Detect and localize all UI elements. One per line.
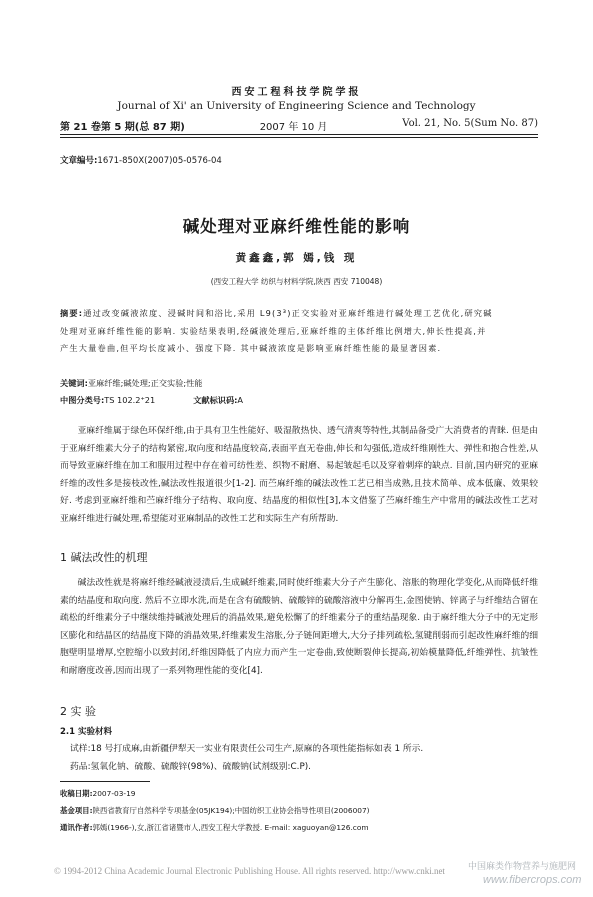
keywords-label: 关键词:	[60, 378, 88, 388]
author-bio-text: 郭嫣(1966-),女,浙江省诸暨市人,西安工程大学教授. E-mail: xaguoyan@126.com	[92, 823, 369, 832]
fund-text: 陕西省教育厅自然科学专项基金(05JK194);中国纺织工业协会指导性项目(2006007)	[92, 806, 370, 815]
journal-title-en: Journal of Xi' an University of Engineering Science and Technology	[117, 100, 476, 112]
subsection-heading-2-1: 2.1 实验材料	[60, 727, 113, 737]
abstract	[60, 305, 495, 358]
footnotes	[60, 785, 370, 836]
received-label: 收稿日期:	[60, 789, 93, 798]
keywords-text: 亚麻纤维;碱处理;正交实验;性能	[87, 378, 203, 388]
fund-label: 基金项目:	[60, 806, 93, 815]
material-sample: 试样:18 号打成麻,由新疆伊犁天一实业有限责任公司生产,原麻的各项性能指标如表 1 所示.	[70, 744, 424, 754]
article-number-value: 1671-850X(2007)05-0576-04	[97, 156, 222, 166]
header-rule-thick	[60, 134, 538, 135]
authors: 黄鑫鑫,郭 嫣,钱 现	[235, 252, 358, 264]
copyright-notice: © 1994-2012 China Academic Journal Electronic Publishing House. All rights reserved. http://www.cnki.net	[54, 866, 445, 876]
footnote-rule	[60, 781, 150, 782]
material-chemicals: 药品:氢氧化钠、硫酸、硫酸锌(98%)、硫酸钠(试剂级别:C.P).	[70, 761, 311, 772]
body-paragraph-intro: 亚麻纤维属于绿色环保纤维,由于具有卫生性能好、吸湿散热快、透气清爽等特性,其制品备受广大消费者的青睐. 但是由于亚麻纤维素大分子的结构紧密,取向度和结晶度较高,表面平直无卷曲,伸长和勾强低,造成纤维刚性大、弹性和抱合性差,从而导致亚麻纤维在加工和服用过程中存在着可纺性差、织物不耐磨、易起皱起毛以及穿着刺痒的缺点. 目前,国内研究的亚麻纤维的改性多是接枝改性,碱法改性报道很少[1-2]. 而苎麻纤维的碱法改性工艺已相当成熟,且技术简单、成本低廉、效果较好. 考虑到亚麻纤维和苎麻纤维分子结构、取向度、结晶度的相似性[3],本文借鉴了苎麻纤维生产中常用的碱法改性工艺对亚麻纤维进行碱处理,希望能对亚麻制品的改性工艺和实际生产有所帮助.	[60, 426, 538, 524]
abstract-label: 摘要:	[60, 308, 84, 318]
footnote-author	[60, 819, 370, 836]
watermark-cn: 中国麻类作物营养与施肥网	[468, 862, 577, 872]
body-paragraph-mechanism: 碱法改性就是将麻纤维经碱液浸渍后,生成碱纤维素,同时使纤维素大分子产生膨化、溶胀的物理化学变化,从而降低纤维素的结晶度和取向度. 然后不立即水洗,而是在含有硫酸钠、硫酸锌的硫酸溶液中分解再生,金图使钠、锌离子与纤维结合留在疏松的纤维素分子中继续维持碱液处理后的消晶效果,避免松懈了的纤维素分子的重结晶现象. 由于麻纤维大分子中的无定形区膨化和结晶区的结晶度下降的消晶效果,纤维素发生溶胀,分子链间距增大,大分子排列疏松,氢键削弱而引起改性麻纤维的细胞壁明显增厚,空腔缩小以致封闭,纤维因降低了内应力而产生一定卷曲,致使断裂伸长提高,初始模量降低,纤维弹性、抗皱性和耐磨度改善,因而出现了一系列物理性能的变化[4].	[60, 578, 538, 676]
section-heading-1: 1 碱法改性的机理	[60, 551, 148, 564]
article-number	[60, 154, 222, 166]
watermark-url: www.fibercrops.com	[483, 874, 582, 886]
received-date: 2007-03-19	[92, 789, 136, 798]
header-rule-thin	[60, 137, 538, 138]
clc-value: TS 102.2⁺21	[104, 395, 156, 405]
issue-date: 2007 年 10 月	[259, 122, 328, 133]
affiliation: (西安工程大学 纺织与材料学院,陕西 西安 710048)	[210, 277, 383, 286]
article-number-label: 文章编号:	[60, 156, 98, 166]
materials-list	[70, 741, 423, 776]
footnote-fund	[60, 802, 370, 819]
volume-en: Vol. 21, No. 5(Sum No. 87)	[402, 118, 538, 129]
classification	[60, 395, 243, 406]
author-bio-label: 通讯作者:	[60, 823, 93, 832]
issue-info-row	[60, 118, 538, 133]
doc-code-value: A	[237, 395, 244, 405]
section-heading-2: 2 实 验	[60, 705, 96, 718]
volume-cn: 第 21 卷第 5 期(总 87 期)	[60, 122, 185, 133]
abstract-text: 通过改变碱液浓度、浸碱时间和浴比,采用 L9(3³)正交实验对亚麻纤维进行碱处理工艺优化,研究碱处理对亚麻纤维性能的影响. 实验结果表明,经碱液处理后,亚麻纤维的主体纤维比例增大,伸长性提高,并产生大量卷曲,但平均长度减小、强度下降. 其中碱液浓度是影响亚麻纤维性能的最显著因素.	[60, 308, 493, 353]
doc-code-label: 文献标识码:	[193, 395, 238, 405]
footnote-received	[60, 785, 370, 802]
keywords	[60, 378, 203, 389]
clc-label: 中图分类号:	[60, 395, 105, 405]
journal-title-cn: 西安工程科技学院学报	[231, 87, 362, 98]
paper-title: 碱处理对亚麻纤维性能的影响	[182, 217, 411, 236]
